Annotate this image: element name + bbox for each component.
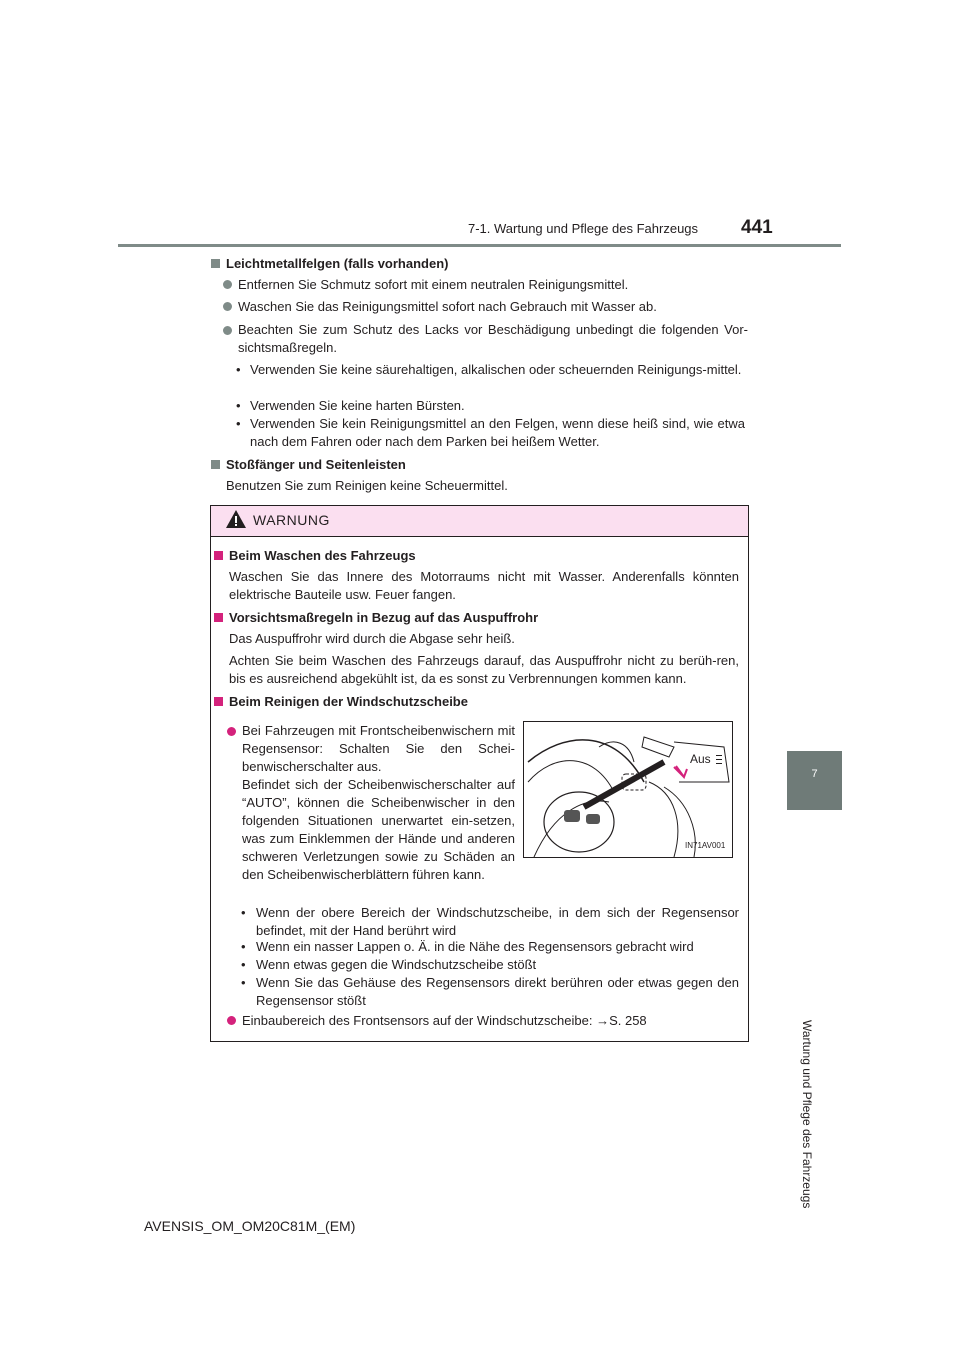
chapter-number: 7 [811, 768, 818, 780]
chapter-tab [787, 751, 842, 810]
felgen-bullet-3: Beachten Sie zum Schutz des Lacks vor Beschädigung unbedingt die folgenden Vor-sichtsmaßregeln. [223, 321, 748, 357]
square-bullet-icon [214, 551, 223, 560]
warning-s3-sub-1: • Wenn der obere Bereich der Windschutzscheibe, in dem sich der Regensensor befindet, mit der Hand berührt wird [241, 905, 739, 938]
felgen-heading: Leichtmetallfelgen (falls vorhanden) [211, 255, 449, 273]
square-bullet-icon [211, 460, 220, 469]
bullet-dot-icon [223, 280, 232, 289]
warning-s3-sub-2: • Wenn ein nasser Lappen o. Ä. in die Nähe des Regensensors gebracht wird [241, 939, 694, 954]
felgen-sub-2: • Verwenden Sie keine harten Bürsten. [236, 398, 465, 413]
bullet-dot-icon [227, 1016, 236, 1025]
warning-s3-bullet2: Einbaubereich des Frontsensors auf der Windschutzscheibe: →S. 258 [227, 1012, 647, 1030]
sub-bullet-icon: • [241, 957, 246, 972]
diagram-code: IN71AV001 [685, 841, 726, 850]
sub-bullet-icon: • [236, 416, 241, 431]
felgen-bullet-1: Entfernen Sie Schmutz sofort mit einem neutralen Reinigungsmittel. [223, 276, 628, 294]
bullet-dot-icon [227, 727, 236, 736]
section-title: 7-1. Wartung und Pflege des Fahrzeugs [468, 221, 699, 236]
sub-bullet-icon: • [236, 398, 241, 413]
warning-s2-heading: Vorsichtsmaßregeln in Bezug auf das Auspuffrohr [214, 609, 538, 627]
warning-s2-text2: Achten Sie beim Waschen des Fahrzeugs darauf, das Auspuffrohr nicht zu berüh-ren, bis es ausreichend abgekühlt ist, da es sonst zu Verbrennungen kommen kann. [229, 653, 739, 686]
bullet-dot-icon [223, 326, 232, 335]
steering-wheel-illustration [524, 722, 732, 857]
stossfaenger-heading: Stoßfänger und Seitenleisten [211, 456, 406, 474]
page-number: 441 [741, 217, 773, 238]
diagram-off-label: Aus [690, 752, 711, 766]
warning-s1-heading: Beim Waschen des Fahrzeugs [214, 547, 416, 565]
warning-s2-text1: Das Auspuffrohr wird durch die Abgase sehr heiß. [229, 631, 515, 646]
felgen-bullet-2: Waschen Sie das Reinigungsmittel sofort nach Gebrauch mit Wasser ab. [223, 298, 657, 316]
chapter-label: Wartung und Pflege des Fahrzeugs [800, 1020, 814, 1209]
sub-bullet-icon: • [241, 975, 246, 990]
warning-s3-bullet1: Bei Fahrzeugen mit Frontscheibenwischern mit Regensensor: Schalten Sie den Schei-benwischerschalter aus. Befindet sich der Scheibenwischerschalter auf “AUTO”, können die Scheibenwischer in den folgenden Situationen unerwartet ein-setzen, was zum Einklemmen der Hände und anderen schweren Verletzungen sowie zu Schäden an den Scheibenwischerblättern führen kann. [227, 722, 515, 884]
bullet-dot-icon [223, 302, 232, 311]
square-bullet-icon [214, 697, 223, 706]
warning-s3-sub-3: • Wenn etwas gegen die Windschutzscheibe stößt [241, 957, 537, 972]
header-divider [118, 244, 841, 247]
wiper-switch-diagram [523, 721, 733, 858]
felgen-sub-3: • Verwenden Sie kein Reinigungsmittel an den Felgen, wenn diese heiß sind, wie etwa nach dem Fahren oder nach dem Parken bei heißem Wetter. [236, 416, 745, 449]
warning-s3-sub-4: • Wenn Sie das Gehäuse des Regensensors direkt berühren oder etwas gegen den Regensensor stößt [241, 975, 739, 1008]
felgen-sub-1: • Verwenden Sie keine säurehaltigen, alkalischen oder scheuernden Reinigungs-mittel. [236, 362, 742, 377]
document-code-footer: AVENSIS_OM_OM20C81M_(EM) [144, 1218, 356, 1234]
square-bullet-icon [214, 613, 223, 622]
square-bullet-icon [211, 259, 220, 268]
warning-s1-text: Waschen Sie das Innere des Motorraums nicht mit Wasser. Anderenfalls könnten elektrische Bauteile usw. Feuer fangen. [229, 569, 739, 602]
warning-triangle-icon [225, 509, 247, 529]
warning-s3-heading: Beim Reinigen der Windschutzscheibe [214, 693, 468, 711]
sub-bullet-icon: • [241, 905, 246, 920]
sub-bullet-icon: • [241, 939, 246, 954]
stossfaenger-text: Benutzen Sie zum Reinigen keine Scheuermittel. [226, 478, 508, 493]
sub-bullet-icon: • [236, 362, 241, 377]
warning-title: WARNUNG [253, 512, 330, 528]
